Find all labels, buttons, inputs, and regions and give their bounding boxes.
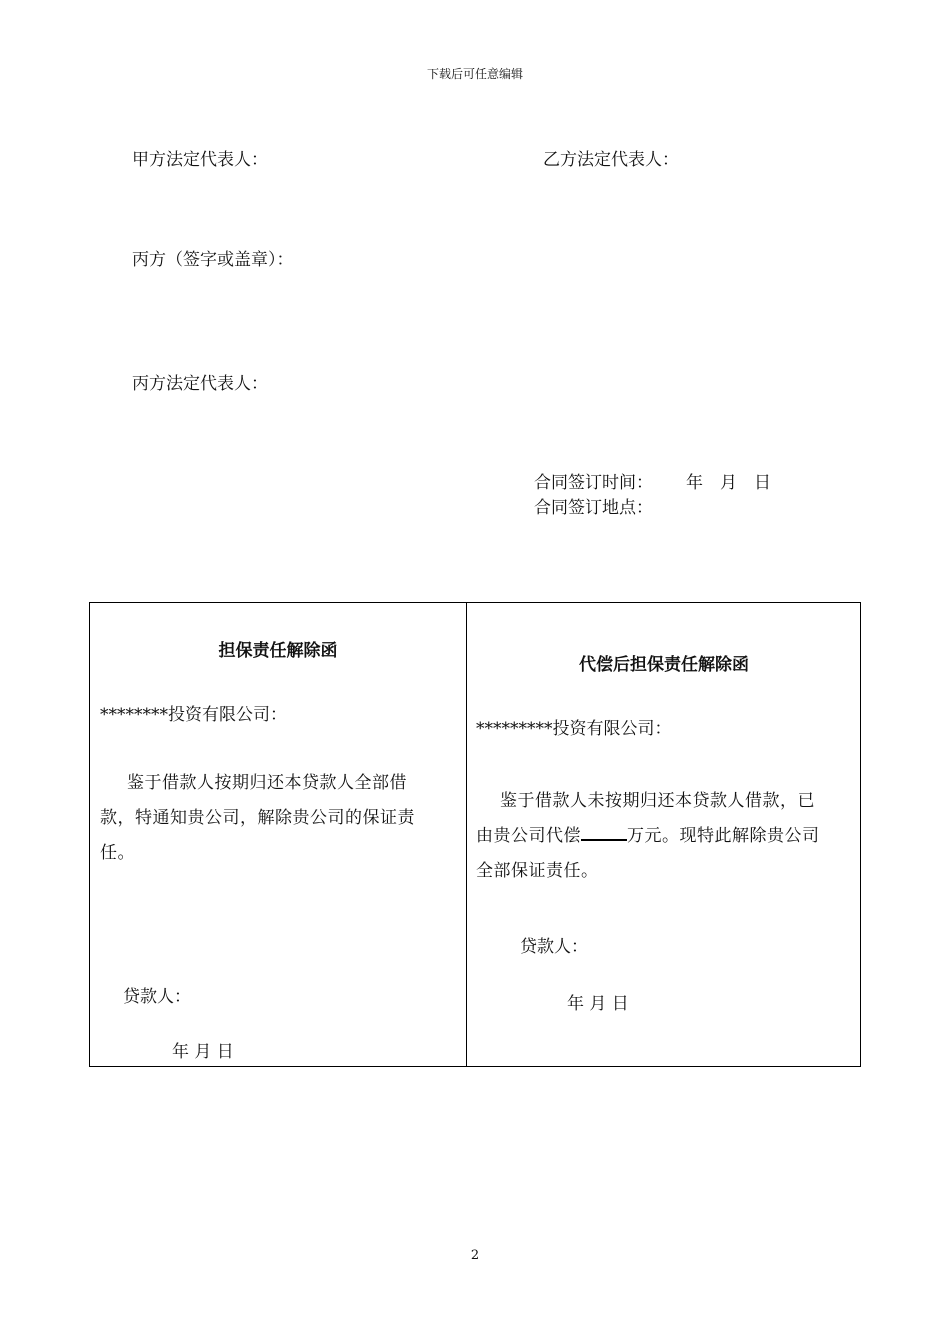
page-number: 2	[470, 1248, 480, 1263]
sign-time-label: 合同签订时间：	[534, 473, 653, 493]
sign-place-label: 合同签订地点：	[534, 498, 653, 518]
left-letter-body-line2: 款，特通知贵公司，解除贵公司的保证责	[100, 808, 415, 828]
left-letter-title: 担保责任解除函	[218, 641, 338, 661]
amount-blank-underline	[581, 825, 627, 841]
right-letter-body-line2	[476, 819, 820, 854]
party-c-signature-label: 丙方（签字或盖章）：	[132, 250, 294, 270]
right-letter-body-line1: 鉴于借款人未按期归还本贷款人借款，已	[500, 791, 815, 811]
left-letter-addressee: ********投资有限公司：	[100, 705, 287, 725]
right-letter-addressee: *********投资有限公司：	[476, 719, 672, 739]
release-letters-table	[89, 602, 861, 1067]
sign-time-date: 年 月 日	[686, 473, 771, 493]
left-letter-lender-label: 贷款人：	[123, 987, 191, 1007]
page-header-note: 下载后可任意编辑	[426, 67, 523, 81]
right-letter-body-line2-suffix: 万元。现特此解除贵公司	[627, 826, 820, 846]
right-letter-body-line3: 全部保证责任。	[476, 861, 599, 881]
party-c-representative-label: 丙方法定代表人：	[132, 374, 268, 394]
party-b-representative-label: 乙方法定代表人：	[543, 150, 679, 170]
right-letter-body-line2-prefix: 由贵公司代偿	[476, 826, 581, 846]
right-letter-date: 年 月 日	[567, 994, 629, 1014]
left-letter-body-line1: 鉴于借款人按期归还本贷款人全部借	[127, 773, 407, 793]
left-letter-date: 年 月 日	[172, 1042, 234, 1062]
right-letter-title: 代偿后担保责任解除函	[579, 655, 749, 675]
party-a-representative-label: 甲方法定代表人：	[132, 150, 268, 170]
left-letter-body-line3: 任。	[100, 843, 135, 863]
right-letter-lender-label: 贷款人：	[520, 937, 588, 957]
